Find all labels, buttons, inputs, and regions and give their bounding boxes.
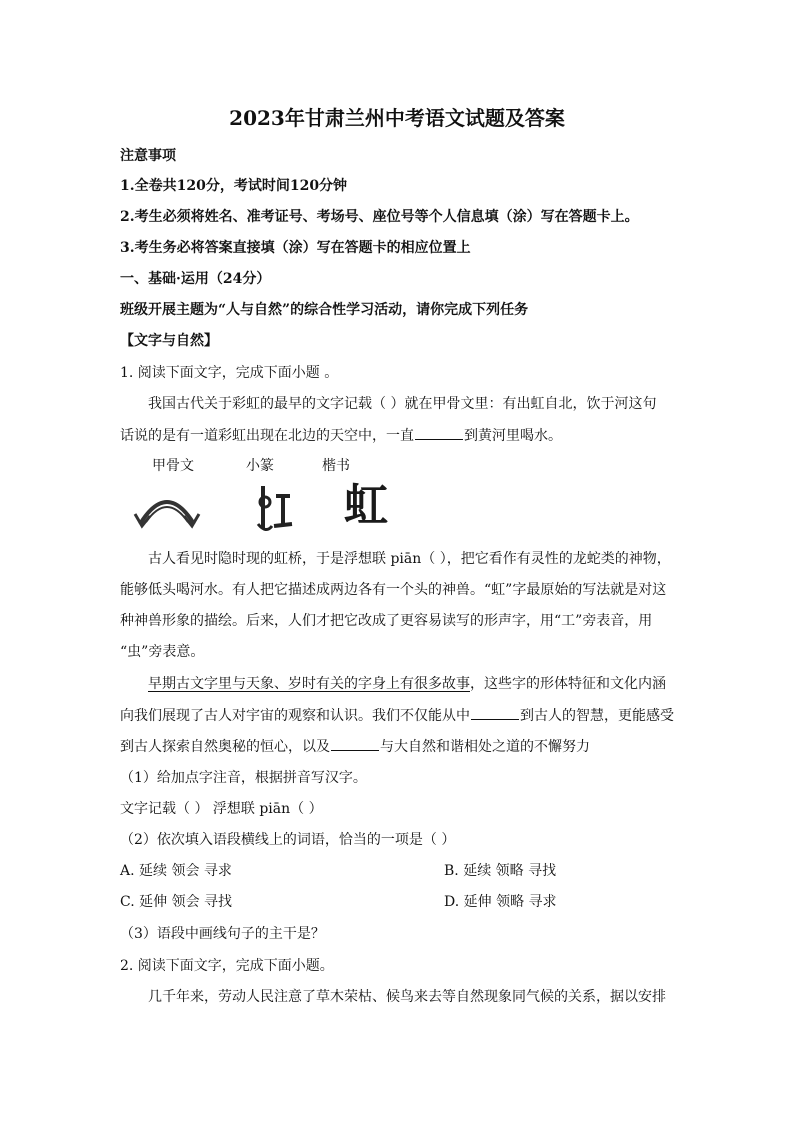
question-2-prompt: 2. 阅读下面文字，完成下面小题。 — [120, 958, 334, 974]
q1-paragraph-2-line-2: 能够低头喝河水。有人把它描述成两边各有一个头的神兽。“虹”字最原始的写法就是对这 — [120, 582, 667, 598]
page-title: 2023年甘肃兰州中考语文试题及答案 — [229, 106, 565, 130]
text-fragment: 到黄河里喝水。 — [464, 428, 562, 444]
notice-item-2: 2.考生必须将姓名、准考证号、考场号、座位号等个人信息填（涂）写在答题卡上。 — [120, 209, 639, 225]
q1-paragraph-3-line-1 — [148, 674, 666, 694]
option-c[interactable]: C. 延伸 领会 寻找 — [120, 894, 233, 910]
oracle-bone-rainbow-glyph — [132, 484, 202, 534]
fill-blank[interactable] — [415, 425, 463, 440]
q1-sub-question-1-fill: 文字记载（ ） 浮想联 piān（ ） — [120, 801, 323, 817]
section-heading: 一、基础·运用（24分） — [120, 271, 271, 287]
underlined-sentence: 早期古文字里与天象、岁时有关的字身上有很多故事 — [148, 676, 470, 692]
q1-paragraph-2-line-1: 古人看见时隐时现的虹桥，于是浮想联 piān（ ），把它看作有灵性的龙蛇类的神物， — [148, 551, 671, 567]
text-fragment: 话说的是有一道彩虹出现在北边的天空中，一直 — [120, 428, 414, 444]
option-b[interactable]: B. 延续 领略 寻找 — [444, 863, 557, 879]
q1-paragraph-3-line-3 — [120, 736, 590, 757]
notice-item-3: 3.考生务必将答案直接填（涂）写在答题卡的相应位置上 — [120, 240, 471, 256]
option-a[interactable]: A. 延续 领会 寻求 — [120, 863, 232, 879]
text-fragment: 向我们展现了古人对宇宙的观察和认识。我们不仅能从中 — [120, 708, 470, 724]
q1-paragraph-1-line-1: 我国古代关于彩虹的最早的文字记载（ ）就在甲骨文里：有出虹自北，饮于河这句 — [148, 396, 657, 412]
q1-paragraph-3-line-2 — [120, 705, 674, 726]
sub-section-heading: 【文字与自然】 — [120, 333, 218, 349]
q1-sub-question-3: （3）语段中画线句子的主干是？ — [120, 926, 325, 942]
notice-item-1: 1.全卷共120分，考试时间120分钟 — [120, 178, 348, 194]
q2-paragraph-1-line-1: 几千年来，劳动人民注意了草木荣枯、候鸟来去等自然现象同气候的关系，据以安排 — [148, 989, 666, 1005]
small-seal-rainbow-glyph — [254, 482, 294, 536]
section-task: 班级开展主题为“人与自然”的综合性学习活动，请你完成下列任务 — [120, 302, 529, 318]
regular-script-rainbow-glyph: 虹 — [344, 480, 388, 531]
glyph-label-regular-script: 楷书 — [322, 458, 350, 474]
text-fragment: 到古人探索自然奥秘的恒心，以及 — [120, 739, 330, 755]
option-d[interactable]: D. 延伸 领略 寻求 — [444, 894, 557, 910]
notice-heading: 注意事项 — [120, 148, 176, 164]
q1-paragraph-2-line-4: “虫”旁表意。 — [120, 644, 205, 660]
text-fragment: ，这些字的形体特征和文化内涵 — [470, 676, 666, 692]
text-fragment: 与大自然和谐相处之道的不懈努力 — [380, 739, 590, 755]
q1-sub-question-2: （2）依次填入语段横线上的词语，恰当的一项是（ ） — [120, 832, 456, 848]
q1-sub-question-1: （1）给加点字注音，根据拼音写汉字。 — [120, 770, 367, 786]
glyph-label-oracle-bone: 甲骨文 — [152, 458, 194, 474]
q1-paragraph-1-line-2 — [120, 425, 562, 446]
fill-blank[interactable] — [471, 705, 519, 720]
q1-paragraph-2-line-3: 种神兽形象的描绘。后来，人们才把它改成了更容易读写的形声字，用“工”旁表音，用 — [120, 613, 653, 629]
text-fragment: 到古人的智慧，更能感受 — [520, 708, 674, 724]
question-1-prompt: 1. 阅读下面文字，完成下面小题 。 — [120, 365, 339, 381]
glyph-label-small-seal: 小篆 — [246, 458, 274, 474]
fill-blank[interactable] — [331, 736, 379, 751]
